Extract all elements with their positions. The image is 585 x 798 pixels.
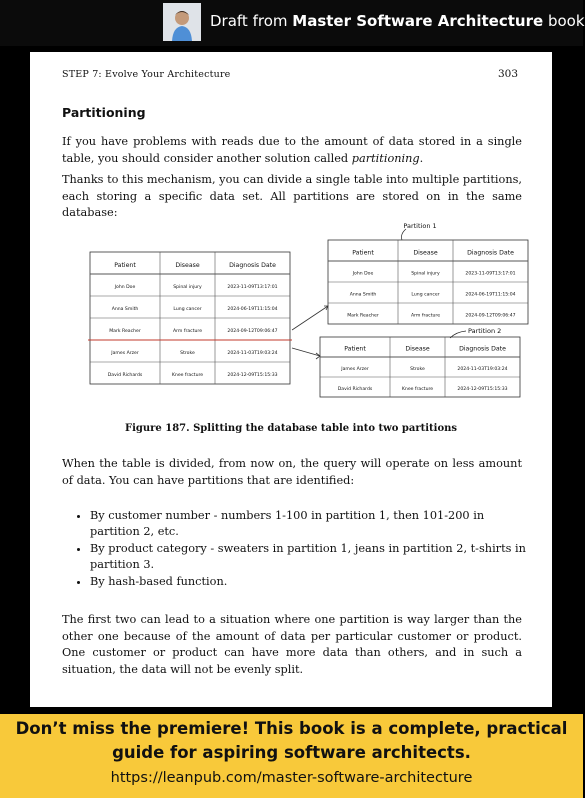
original-table-cell: Knee fracture: [171, 373, 204, 379]
paragraph-1: [62, 134, 522, 167]
partition-1-table-header: Diagnosis Date: [467, 249, 514, 257]
partition-2-table-header: Disease: [405, 345, 430, 353]
original-table-cell: 2024-06-19T11:15:04: [227, 307, 278, 313]
book-page: [30, 52, 552, 707]
paragraph-1-term: partitioning: [351, 151, 420, 165]
original-table-cell: 2024-11-03T19:03:24: [227, 351, 278, 357]
original-table-cell: David Richards: [107, 373, 143, 379]
running-head: STEP 7: Evolve Your Architecture: [62, 69, 231, 80]
section-title: Partitioning: [62, 105, 146, 120]
partition-2-table-cell: 2024-11-03T19:03:24: [457, 366, 508, 372]
paragraph-3: When the table is divided, from now on, the query will operate on less amount of data. You can have partitions that are identified:: [62, 457, 522, 487]
bullet-list: [76, 508, 535, 591]
original-table-cell: Mark Reacher: [109, 329, 141, 335]
header-prefix: Draft from: [210, 12, 293, 30]
partition-1-table-cell: Arm fracture: [410, 313, 441, 319]
original-table-header: Patient: [114, 261, 136, 269]
partition-1-table-header: Disease: [413, 249, 438, 257]
bullet-item: • By hash-based function.: [90, 574, 535, 590]
paragraph-4: The first two can lead to a situation where one partition is way larger than the other one because of the amount of data per particular customer or product. One customer or product can have more data than others, and in such a situation, the data will not be evenly split.: [62, 613, 522, 676]
arrow-to-partition-1: [292, 306, 328, 330]
partition-2-label: Partition 2: [468, 327, 502, 335]
promo-banner: [0, 714, 583, 798]
original-table-cell: Anna Smith: [111, 307, 139, 313]
header-bar: [0, 0, 583, 46]
original-table-cell: Stroke: [180, 351, 195, 357]
partition-2-table-header: Diagnosis Date: [459, 345, 506, 353]
partition-1-table-cell: Spinal injury: [411, 271, 440, 277]
partition-2-table-cell: David Richards: [337, 386, 373, 392]
partition-1-table-cell: 2023-11-09T13:17:01: [465, 271, 516, 277]
page-number: 303: [497, 68, 518, 80]
partition-2-table-cell: 2024-12-09T15:15:33: [457, 386, 508, 392]
original-table-cell: John Doe: [114, 285, 136, 291]
author-avatar: [163, 3, 201, 41]
original-table-header: Disease: [175, 261, 200, 269]
paragraph-1-text: If you have problems with reads due to the amount of data stored in a single table, you should consider another solution called: [62, 135, 522, 165]
partition-1-table-header: Patient: [352, 249, 374, 257]
partition-2-table-header: Patient: [344, 345, 366, 353]
original-table-cell: Lung cancer: [173, 307, 202, 313]
original-table-cell: 2024-09-12T09:06:47: [227, 329, 278, 335]
header-book-name: Master Software Architecture: [292, 12, 544, 30]
partition-1-label: Partition 1: [403, 222, 437, 230]
paragraph-2: Thanks to this mechanism, you can divide a single table into multiple partitions, each storing a specific data set. All partitions are stored on in the same database:: [62, 173, 522, 219]
original-table-cell: 2023-11-09T13:17:01: [227, 285, 278, 291]
original-table-header: Diagnosis Date: [229, 261, 276, 269]
arrowhead-partition-2: [316, 353, 320, 359]
original-table-cell: James Arzer: [111, 351, 139, 357]
header-title: [210, 12, 585, 30]
paragraph-1-end: .: [419, 151, 424, 165]
original-table-cell: Arm fracture: [172, 329, 203, 335]
banner-line-1: Don’t miss the premiere! This book is a complete, practical: [15, 719, 568, 738]
partition-2-table-cell: Stroke: [410, 366, 425, 372]
arrow-to-partition-2: [292, 348, 320, 356]
banner-url[interactable]: https://leanpub.com/master-software-architecture: [110, 770, 473, 786]
partition-1-table-cell: 2024-09-12T09:06:47: [465, 313, 516, 319]
bullet-item: • By product category - sweaters in partition 1, jeans in partition 2, t-shirts in partition 3.: [90, 541, 535, 573]
partition-figure: [88, 222, 516, 392]
partition-2-table-cell: Knee fracture: [401, 386, 434, 392]
partition-1-pointer: [402, 229, 407, 240]
avatar-image: [163, 3, 201, 41]
partition-1-table-cell: Anna Smith: [349, 292, 377, 298]
partition-1-table-cell: Lung cancer: [411, 292, 440, 298]
original-table-cell: Spinal injury: [173, 285, 202, 291]
figure-caption: Figure 187. Splitting the database table into two partitions: [124, 423, 458, 434]
partition-1-table-cell: John Doe: [352, 271, 374, 277]
bullet-item: • By customer number - numbers 1-100 in partition 1, then 101-200 in partition 2, etc.: [90, 508, 535, 540]
original-table-cell: 2024-12-09T15:15:33: [227, 373, 278, 379]
partition-2-table-cell: James Arzer: [341, 366, 369, 372]
header-suffix: book: [543, 12, 585, 30]
banner-line-2: guide for aspiring software architects.: [112, 743, 471, 762]
partition-1-table-cell: Mark Reacher: [347, 313, 379, 319]
partition-1-table-cell: 2024-06-19T11:15:04: [465, 292, 516, 298]
